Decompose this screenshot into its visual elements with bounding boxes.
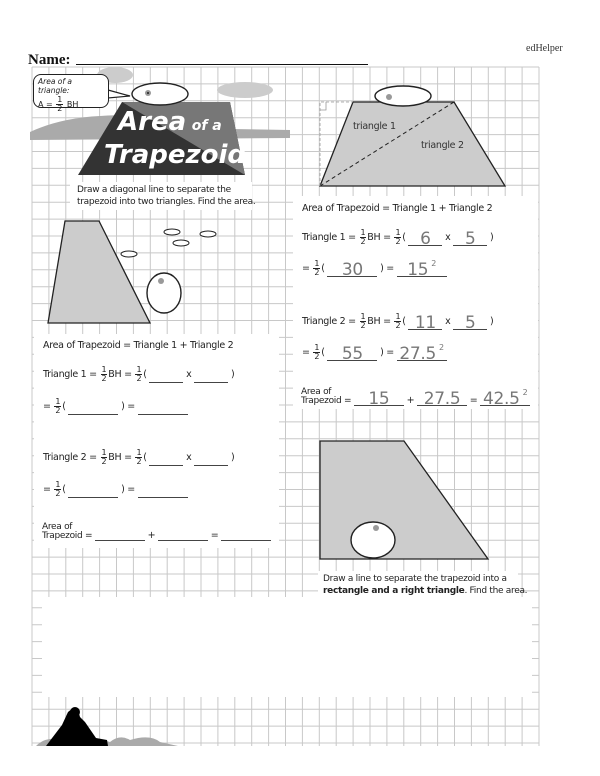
problem1-area-equation: Area of Trapezoid = Triangle 1 + Triangle 2 xyxy=(43,340,234,351)
bubble-tail xyxy=(108,90,130,98)
problem1-t1-product-input[interactable] xyxy=(68,401,118,415)
problem1-triangle2-result-row: = $\frac{1}{2}$ ( ) = xyxy=(43,481,188,498)
problem1-triangle1-row: Triangle 1 = $\frac{1}{2}$ BH = $\frac{1}{2}$ ( x ) xyxy=(43,365,235,383)
problem1-total-row: Area of Trapezoid = + = xyxy=(42,523,271,541)
example-triangle1-result-row: = $\frac{1}{2}$ ( 30 ) = 15 $^2$ xyxy=(302,260,447,277)
seal-illustration xyxy=(147,273,181,313)
problem1-triangle2-row: Triangle 2 = $\frac{1}{2}$ BH = $\frac{1}{2}$ ( x ) xyxy=(43,448,235,466)
example-t2-height: 5 xyxy=(453,316,487,330)
problem1-total-b-input[interactable] xyxy=(158,527,208,541)
bubble-formula xyxy=(38,96,104,113)
seal-illustration xyxy=(132,83,188,105)
problem1-t2-product-input[interactable] xyxy=(68,484,118,498)
right-angle-mark xyxy=(320,102,326,110)
example-triangle2-result-row: = $\frac{1}{2}$ ( 55 ) = 27.5 $^2$ xyxy=(302,344,447,361)
problem1-t1-base-input[interactable] xyxy=(149,369,183,383)
brand-label: edHelper xyxy=(526,43,563,54)
triangle2-label: triangle 2 xyxy=(421,140,464,151)
problem1-t2-base-input[interactable] xyxy=(149,452,183,466)
problem2-instruction: Draw a line to separate the trapezoid into a rectangle and a right triangle. Find the area. xyxy=(323,574,528,596)
problem1-t2-height-input[interactable] xyxy=(194,452,228,466)
example-t2-base: 11 xyxy=(408,316,442,330)
example-t2-product: 55 xyxy=(327,347,377,361)
example-work-panel xyxy=(293,196,538,409)
seal-illustration xyxy=(375,86,431,106)
problem1-instruction: Draw a diagonal line to separate the trapezoid into two triangles. Find the area. xyxy=(77,185,256,207)
bubble-heading: Area of a triangle: xyxy=(38,77,73,95)
bottom-blank-panel xyxy=(42,597,532,697)
example-trapezoid xyxy=(320,102,505,186)
seal-illustration xyxy=(351,522,395,558)
example-t1-product: 30 xyxy=(327,263,377,277)
formula-prefix: A = xyxy=(38,100,53,109)
title-area-word: Area xyxy=(118,107,187,137)
example-total-a: 15 xyxy=(354,392,404,406)
fraction-one-half: $\frac{1}{2}$ xyxy=(57,95,63,113)
example-total-sum: 42.5 $^2$ xyxy=(480,392,530,406)
cloud-shape xyxy=(217,82,273,98)
title-of-a: of a xyxy=(191,118,222,134)
example-t1-area: 15 $^2$ xyxy=(397,263,447,277)
example-t1-base: 6 xyxy=(408,232,442,246)
example-t1-height: 5 xyxy=(453,232,487,246)
problem1-total-sum-input[interactable] xyxy=(221,527,271,541)
example-total-b: 27.5 xyxy=(417,392,467,406)
example-area-equation: Area of Trapezoid = Triangle 1 + Triangle 2 xyxy=(302,203,493,214)
example-t2-area: 27.5 $^2$ xyxy=(397,347,447,361)
problem1-t1-area-input[interactable] xyxy=(138,401,188,415)
example-triangle1-row: Triangle 1 = $\frac{1}{2}$ BH = $\frac{1}{2}$ ( 6 x 5 ) xyxy=(302,228,494,249)
speech-bubble xyxy=(33,74,109,113)
formula-suffix: BH xyxy=(66,100,79,109)
problem1-t2-area-input[interactable] xyxy=(138,484,188,498)
triangle1-label: triangle 1 xyxy=(353,121,396,132)
problem1-triangle1-result-row: = $\frac{1}{2}$ ( ) = xyxy=(43,398,188,415)
example-triangle2-row: Triangle 2 = $\frac{1}{2}$ BH = $\frac{1}{2}$ ( 11 x 5 ) xyxy=(302,312,494,333)
problem1-t1-height-input[interactable] xyxy=(194,369,228,383)
name-label: Name: xyxy=(28,52,71,68)
worksheet-title xyxy=(104,107,247,170)
example-total-row: Area of Trapezoid = 15 + 27.5 = 42.5 $^2$ xyxy=(301,388,530,406)
title-trapezoid-word: Trapezoid xyxy=(104,140,247,170)
seal-silhouette-head xyxy=(70,707,80,717)
problem2-trapezoid xyxy=(320,441,488,559)
problem1-total-a-input[interactable] xyxy=(95,527,145,541)
